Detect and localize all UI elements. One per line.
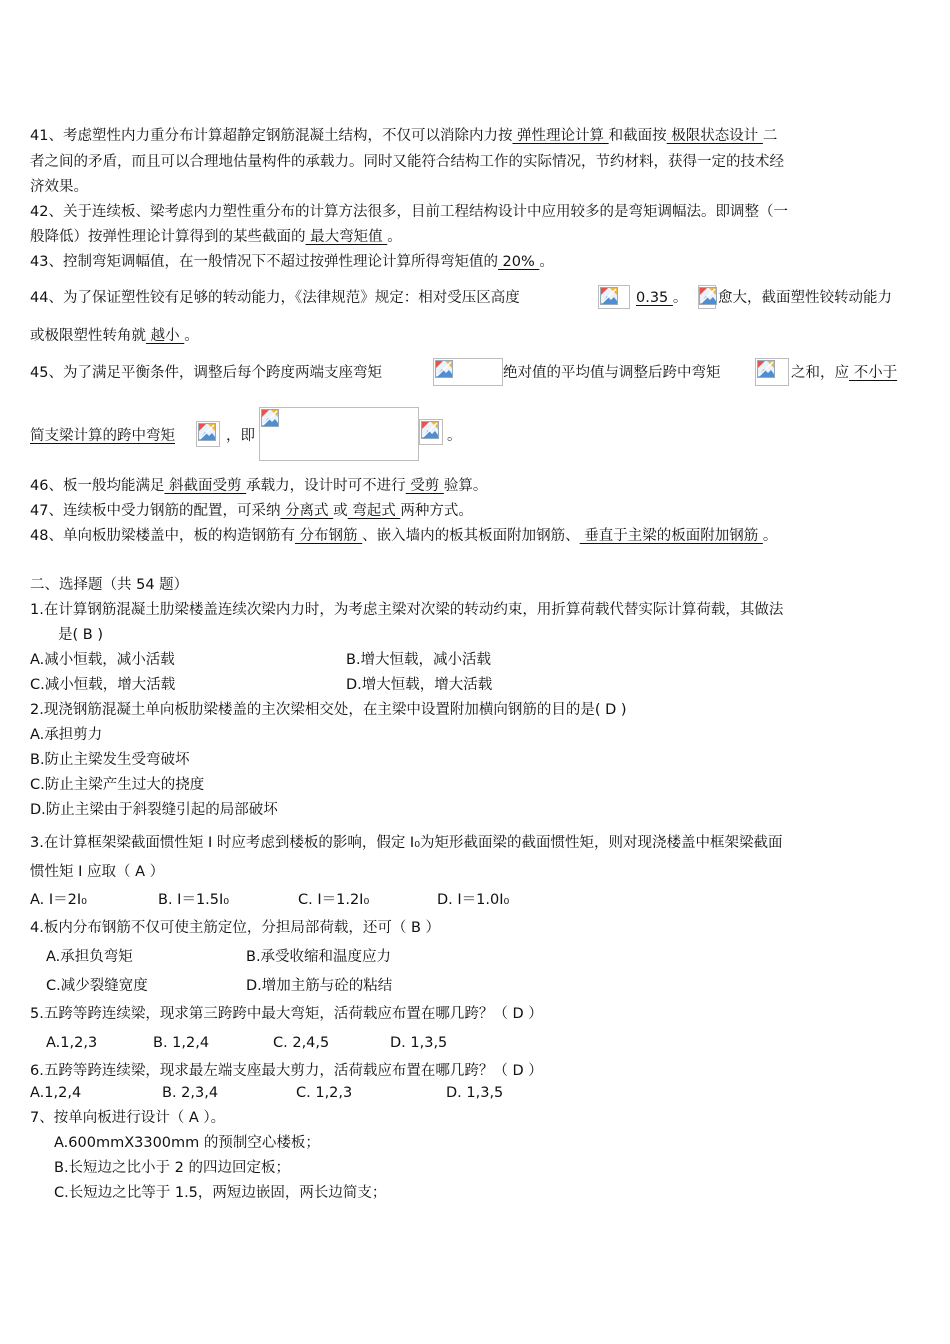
mc2-option-c: C.防止主梁产生过大的挠度 — [30, 777, 205, 793]
mc4-option-d: D.增加主筋与砼的粘结 — [246, 978, 393, 994]
q45-answer: 不小于 — [849, 365, 898, 381]
mc7-option-c: C.长短边之比等于 1.5，两短边嵌固，两长边简支； — [54, 1185, 387, 1201]
q45-line2-b: ，即 — [226, 428, 255, 444]
mc6-option-b: B. 2,3,4 — [162, 1085, 219, 1101]
q45-line1-b: 绝对值的平均值与调整后跨中弯矩 — [503, 365, 721, 381]
mc2-option-a: A.承担剪力 — [30, 727, 103, 743]
q42-line1: 42、关于连续板、梁考虑内力塑性重分布的计算方法很多，目前工程结构设计中应用较多的是弯矩调幅法。即调整（一 — [30, 204, 788, 220]
mc1-option-c: C.减小恒载，增大活载 — [30, 677, 176, 693]
q44-text-e: 。 — [184, 328, 199, 344]
midspan-moment-image — [755, 358, 789, 386]
q43-text-a: 43、控制弯矩调幅值，在一般情况下不超过按弹性理论计算所得弯矩值的 — [30, 254, 498, 270]
mc1-option-b: B.增大恒载，减小活载 — [346, 652, 492, 668]
mc7-option-b: B.长短边之比小于 2 的四边回定板； — [54, 1160, 290, 1176]
mc6-option-c: C. 1,2,3 — [296, 1085, 353, 1101]
q45-line2-c: 。 — [447, 428, 462, 444]
mc3-option-d: D. I＝1.0I₀ — [437, 892, 510, 908]
mc1-option-d: D.增大恒载，增大活载 — [346, 677, 493, 693]
broken-image-icon — [600, 287, 618, 305]
q45-line1-a: 45、为了满足平衡条件，调整后每个跨度两端支座弯矩 — [30, 365, 382, 381]
q47-answer-2: 弯起式 — [347, 503, 401, 519]
broken-image-icon — [261, 409, 279, 427]
q41-answer-2: 极限状态设计 — [666, 128, 763, 144]
mc2-option-b: B.防止主梁发生受弯破坏 — [30, 752, 190, 768]
q44-line1-a: 44、为了保证塑性铰有足够的转动能力，《法律规范》规定：相对受压区高度 — [30, 290, 520, 306]
q46-text-c: 验算。 — [443, 478, 488, 494]
q46-answer-2: 受剪 — [405, 478, 444, 494]
mc3-option-a: A. I＝2I₀ — [30, 892, 87, 908]
q43-line — [30, 252, 554, 272]
q47-text-c: 两种方式。 — [400, 503, 473, 519]
q48-line — [30, 526, 777, 546]
q44-line2 — [30, 326, 199, 346]
q45-text-c: 之和，应 — [791, 365, 849, 381]
mc3-stem-line1: 3.在计算框架梁截面惯性矩 I 时应考虑到楼板的影响，假定 I₀为矩形截面梁的截面惯性矩，则对现浇楼盖中框架梁截面 — [30, 835, 783, 851]
q42-answer: 最大弯矩值 — [305, 229, 388, 245]
formula-image-2 — [419, 419, 443, 445]
q48-answer-1: 分布钢筋 — [294, 528, 363, 544]
mc4-option-a: A.承担负弯矩 — [46, 949, 133, 965]
xi-symbol-image-2 — [698, 285, 716, 309]
q43-answer: 20% — [497, 254, 540, 270]
broken-image-icon — [198, 423, 216, 441]
q41-line1 — [30, 126, 777, 146]
q47-text-b: 或 — [333, 503, 348, 519]
mc6-stem: 6.五跨等跨连续梁，现求最左端支座最大剪力，活荷载应布置在哪几跨？（ D ） — [30, 1063, 543, 1079]
mc6-option-d: D. 1,3,5 — [446, 1085, 504, 1101]
q41-text-b: 和截面按 — [608, 128, 667, 144]
q44-line1-b — [636, 288, 687, 308]
mc7-option-a: A.600mmX3300mm 的预制空心楼板； — [54, 1135, 320, 1151]
broken-image-icon — [757, 360, 775, 378]
mc6-option-a: A.1,2,4 — [30, 1085, 82, 1101]
q41-text-a: 41、考虑塑性内力重分布计算超静定钢筋混凝土结构，不仅可以消除内力按 — [30, 128, 513, 144]
mc5-option-a: A.1,2,3 — [46, 1035, 98, 1051]
q47-text-a: 47、连续板中受力钢筋的配置，可采纳 — [30, 503, 281, 519]
q44-text-b: 。 — [672, 290, 688, 306]
q41-line2: 者之间的矛盾，而且可以合理地估量构件的承载力。同时又能符合结构工作的实际情况，节约材料，获得一定的技术经 — [30, 154, 784, 170]
q44-answer-2: 越小 — [146, 328, 185, 344]
q45-answer-cont: 简支梁计算的跨中弯矩 — [30, 428, 175, 444]
q46-text-b: 承载力，设计时可不进行 — [246, 478, 406, 494]
mc4-option-c: C.减少裂缝宽度 — [46, 978, 148, 994]
mc2-option-d: D.防止主梁由于斜裂缝引起的局部破坏 — [30, 802, 278, 818]
q46-text-a: 46、板一般均能满足 — [30, 478, 165, 494]
q48-text-c: 。 — [762, 528, 778, 544]
q44-answer: 0.35 — [636, 290, 673, 306]
q45-line2-a — [30, 426, 175, 446]
q41-text-c: 二 — [762, 128, 778, 144]
mc2-stem: 2.现浇钢筋混凝土单向板肋梁楼盖的主次梁相交处，在主梁中设置附加横向钢筋的目的是( D ) — [30, 702, 627, 718]
mc3-option-c: C. I＝1.2I₀ — [298, 892, 370, 908]
q45-line1-c — [791, 363, 897, 383]
q42-line2 — [30, 227, 402, 247]
simple-beam-moment-image — [196, 421, 220, 447]
mc1-stem-line1: 1.在计算钢筋混凝土肋梁楼盖连续次梁内力时，为考虑主梁对次梁的转动约束，用折算荷载代替实际计算荷载，其做法 — [30, 602, 784, 618]
q43-text-b: 。 — [539, 254, 554, 270]
q44-text-d: 或极限塑性转角就 — [30, 328, 146, 344]
mc3-option-b: B. I＝1.5I₀ — [158, 892, 230, 908]
mc1-stem-line2: 是( B ) — [58, 627, 103, 643]
q48-text-b: 、嵌入墙内的板其板面附加钢筋、 — [362, 528, 580, 544]
q47-line — [30, 501, 473, 521]
q48-answer-2: 垂直于主梁的板面附加钢筋 — [579, 528, 763, 544]
mc5-option-c: C. 2,4,5 — [273, 1035, 330, 1051]
q41-answer-1: 弹性理论计算 — [512, 128, 609, 144]
q46-line — [30, 476, 487, 496]
mc4-option-b: B.承受收缩和温度应力 — [246, 949, 392, 965]
mc5-option-d: D. 1,3,5 — [390, 1035, 448, 1051]
q47-answer-1: 分离式 — [280, 503, 334, 519]
mc5-stem: 5.五跨等跨连续梁，现求第三跨跨中最大弯矩，活荷载应布置在哪几跨？（ D ） — [30, 1006, 543, 1022]
broken-image-icon — [699, 287, 717, 305]
q42-text-a: 般降低）按弹性理论计算得到的某些截面的 — [30, 229, 306, 245]
mc7-stem: 7、按单向板进行设计（ A ）。 — [30, 1110, 226, 1126]
q46-answer-1: 斜截面受剪 — [164, 478, 247, 494]
mc3-stem-line2: 惯性矩 I 应取（ A ） — [30, 864, 165, 880]
q42-text-b: 。 — [387, 229, 402, 245]
mc5-option-b: B. 1,2,4 — [153, 1035, 210, 1051]
section-title: 二、选择题（共 54 题） — [30, 577, 189, 593]
q44-line1-c: 愈大，截面塑性铰转动能力 — [718, 290, 892, 306]
q41-line3: 济效果。 — [30, 179, 88, 195]
support-moment-image — [433, 358, 503, 386]
q48-text-a: 48、单向板肋梁楼盖中，板的构造钢筋有 — [30, 528, 295, 544]
broken-image-icon — [421, 421, 439, 439]
broken-image-icon — [435, 360, 453, 378]
formula-image — [259, 407, 419, 461]
xi-symbol-image — [598, 285, 630, 309]
mc1-option-a: A.减小恒载，减小活载 — [30, 652, 175, 668]
mc4-stem: 4.板内分布钢筋不仅可使主筋定位，分担局部荷载，还可（ B ） — [30, 920, 440, 936]
